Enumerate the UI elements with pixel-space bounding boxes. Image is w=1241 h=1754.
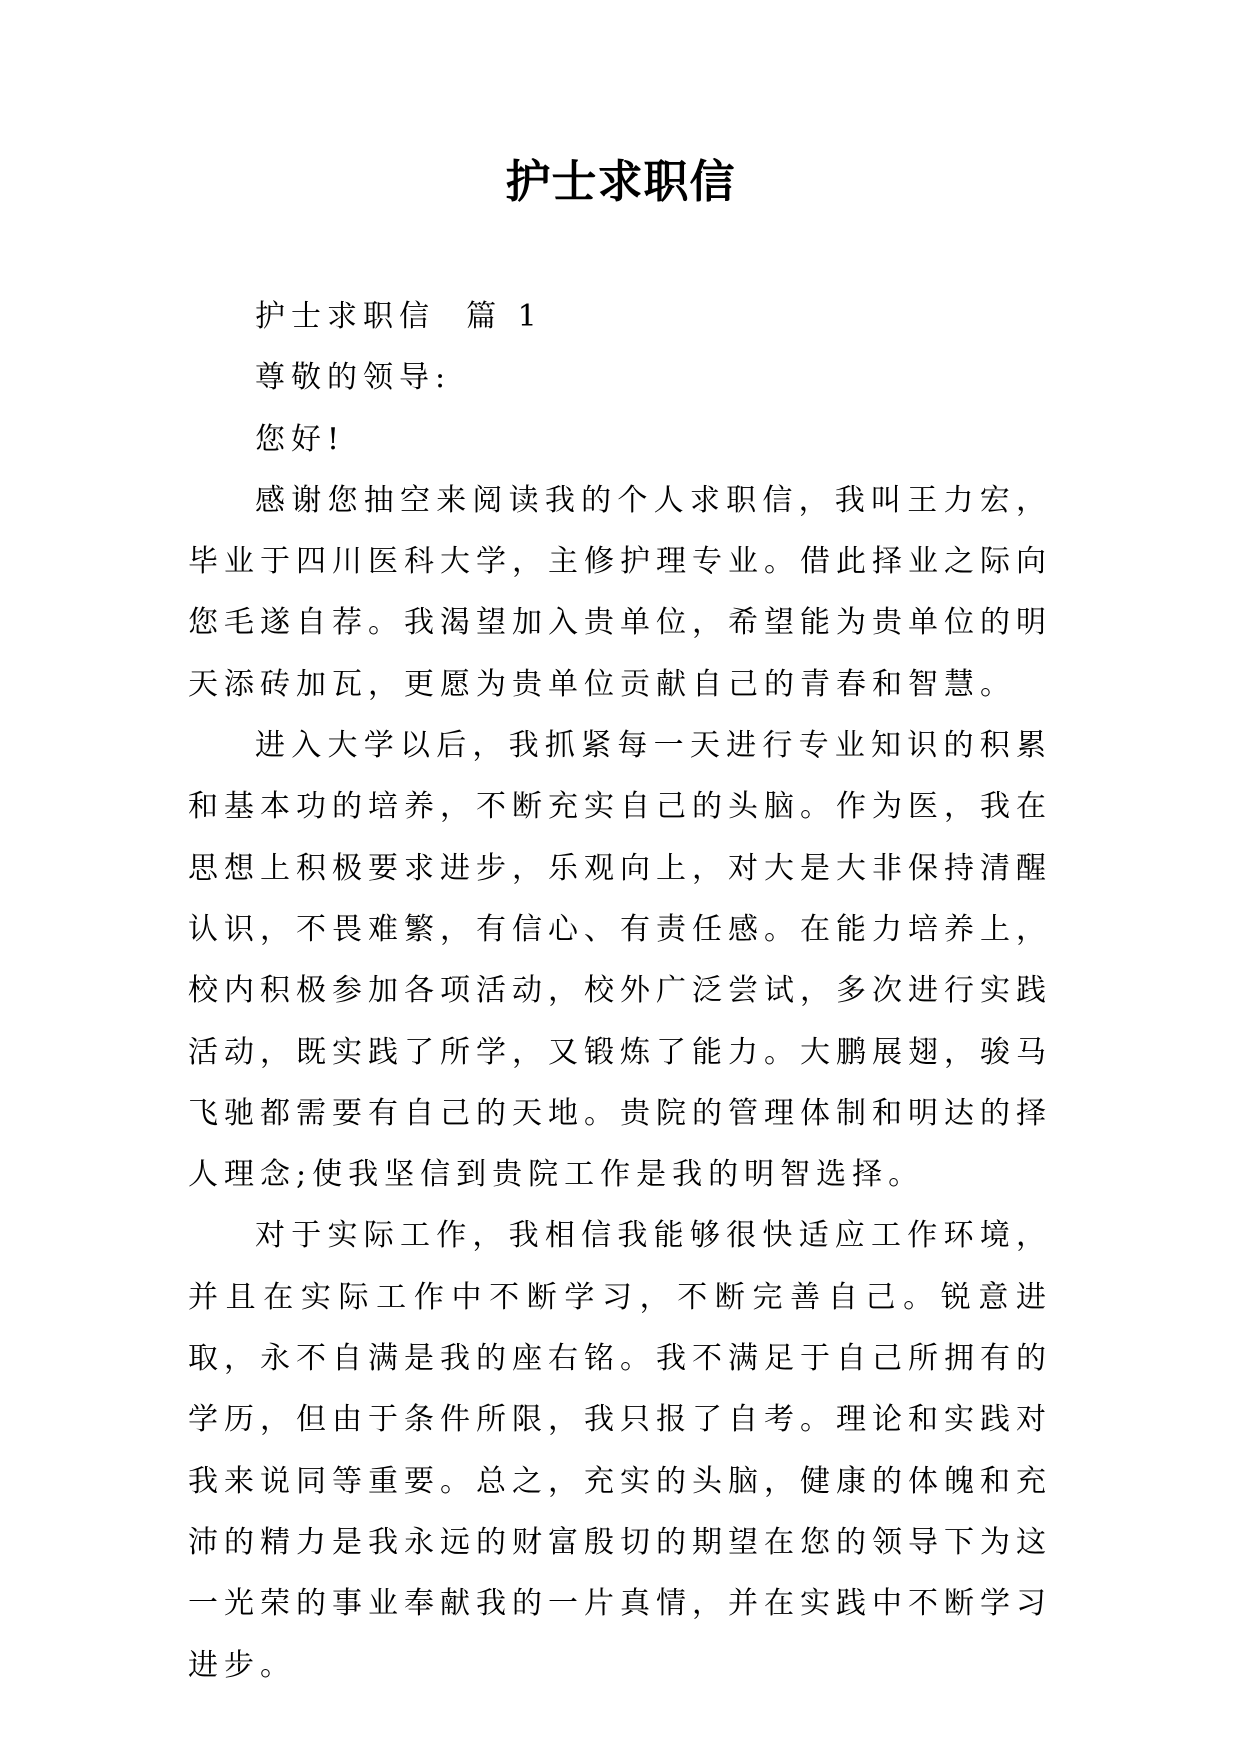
greeting: 您好! [255,421,346,457]
section-heading: 护士求职信 篇 1 [255,299,543,334]
paragraph: 对于实际工作，我相信我能够很快适应工作环境，并且在实际工作中不断学习，不断完善自己。锐意进取，永不自满是我的座右铭。我不满足于自己所拥有的学历，但由于条件所限，我只报了自考。理论和实践对我来说同等重要。总之，充实的头脑，健康的体魄和充沛的精力是我永远的财富殷切的期望在您的领导下为这一光荣的事业奉献我的一片真情，并在实践中不断学习进步。 [188,1218,1052,1683]
document-body [188,286,1052,1696]
salutation: 尊敬的领导: [255,360,452,396]
paragraph: 感谢您抽空来阅读我的个人求职信，我叫王力宏，毕业于四川医科大学，主修护理专业。借此择业之际向您毛遂自荐。我渴望加入贵单位，希望能为贵单位的明天添砖加瓦，更愿为贵单位贡献自己的青春和智慧。 [188,482,1052,702]
paragraph: 进入大学以后，我抓紧每一天进行专业知识的积累和基本功的培养，不断充实自己的头脑。作为医，我在思想上积极要求进步，乐观向上，对大是大非保持清醒认识，不畏难繁，有信心、有责任感。在能力培养上，校内积极参加各项活动，校外广泛尝试，多次进行实践活动，既实践了所学，又锻炼了能力。大鹏展翅，骏马飞驰都需要有自己的天地。贵院的管理体制和明达的择人理念;使我坚信到贵院工作是我的明智选择。 [188,728,1052,1193]
document-title: 护士求职信 [505,155,736,208]
